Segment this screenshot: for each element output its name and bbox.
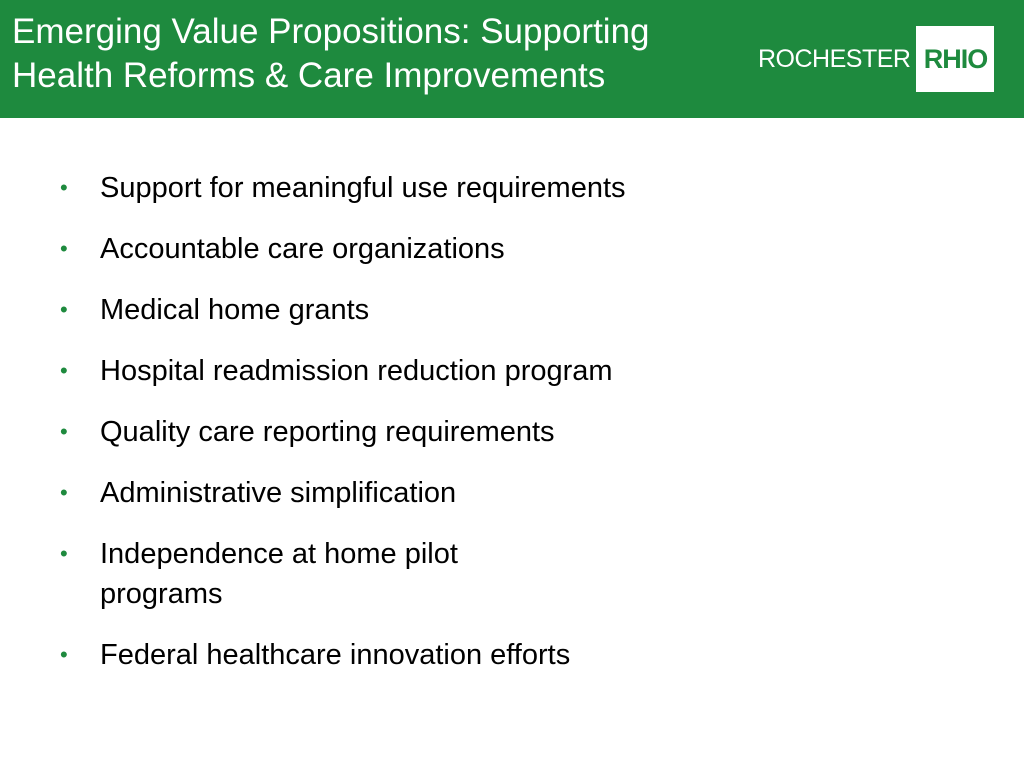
bullet-text: Administrative simplification <box>100 477 457 509</box>
bullet-icon: • <box>60 419 68 444</box>
bullet-text: Quality care reporting requirements <box>100 416 555 448</box>
logo-box-text: RHIO <box>923 43 988 74</box>
bullet-icon: • <box>60 642 68 667</box>
bullet-icon: • <box>60 236 68 261</box>
logo-word: ROCHESTER <box>758 44 911 73</box>
bullet-text: Medical home grants <box>100 294 370 326</box>
bullet-icon: • <box>60 175 68 200</box>
list-item <box>58 635 778 675</box>
bullet-icon: • <box>60 358 68 383</box>
list-item <box>58 229 778 269</box>
bullet-text: Independence at home pilot programs <box>100 538 458 610</box>
slide-title-line-2: Health Reforms & Care Improvements <box>12 56 606 95</box>
list-item <box>58 412 778 452</box>
list-item <box>58 534 778 614</box>
header-bar <box>0 0 1024 118</box>
slide-title-line-1: Emerging Value Propositions: Supporting <box>12 12 650 51</box>
bullet-icon: • <box>60 297 68 322</box>
list-item <box>58 168 778 208</box>
list-item <box>58 473 778 513</box>
bullet-icon: • <box>60 541 68 566</box>
rochester-rhio-logo <box>758 26 994 92</box>
list-item <box>58 351 778 391</box>
bullet-text: Support for meaningful use requirements <box>100 172 626 204</box>
bullet-text: Accountable care organizations <box>100 233 505 265</box>
bullet-text: Federal healthcare innovation efforts <box>100 639 571 671</box>
logo-box <box>916 26 994 92</box>
list-item <box>58 290 778 330</box>
slide-title <box>12 10 752 98</box>
bullet-list <box>58 168 778 696</box>
bullet-text: Hospital readmission reduction program <box>100 355 613 387</box>
bullet-icon: • <box>60 480 68 505</box>
